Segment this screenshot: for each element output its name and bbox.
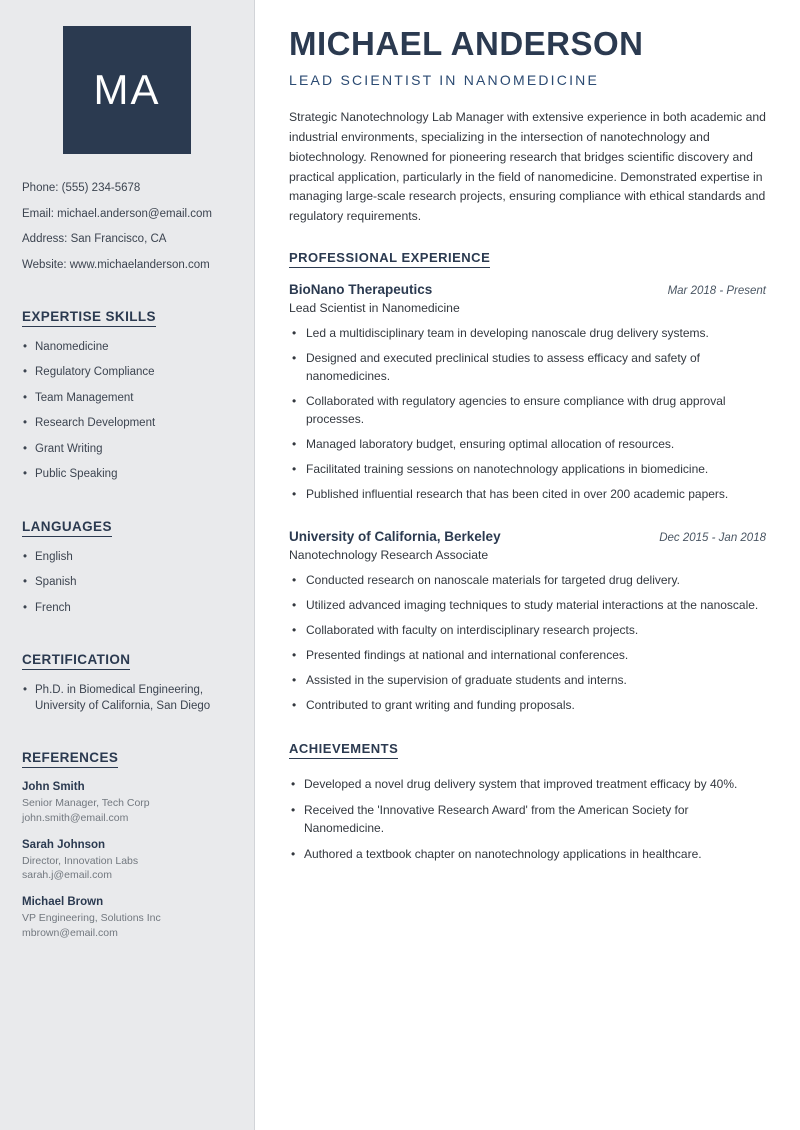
list-item (22, 896, 232, 940)
contact-website: Website: www.michaelanderson.com (22, 259, 210, 272)
achievements-list (289, 775, 766, 863)
list-item: • Assisted in the supervision of graduate students and interns. (289, 671, 766, 689)
list-item: • French (22, 601, 232, 617)
list-item: • Research Development (22, 416, 232, 432)
page-title: MICHAEL ANDERSON (289, 25, 644, 62)
reference-name: Michael Brown (22, 896, 104, 909)
list-item: • Designed and executed preclinical studies to assess efficacy and safety of nanomedicines. (289, 349, 766, 385)
list-item: • Spanish (22, 575, 232, 591)
main-content (255, 0, 800, 1130)
professional-summary: Strategic Nanotechnology Lab Manager with extensive experience in both academic and industrial environments, specializing in the intersection of nanotechnology and biotechnology. Renowned for pioneering research that bridges scientific discovery and practical application, particularly in the field of nanomedicine. Demonstrated expertise in managing large-scale research projects, ensuring compliance with ethical standards and regulatory requirements. (289, 110, 766, 224)
reference-name: Sarah Johnson (22, 838, 106, 851)
expertise-skills-section (22, 283, 232, 483)
achievements-section-title: ACHIEVEMENTS (289, 741, 398, 759)
references-section (22, 724, 232, 940)
sidebar (0, 0, 255, 1130)
avatar-container (22, 26, 232, 154)
experience-role: Lead Scientist in Nanomedicine (289, 300, 460, 315)
certification-title: CERTIFICATION (22, 652, 130, 670)
list-item: • Grant Writing (22, 442, 232, 458)
contact-email: Email: michael.anderson@email.com (22, 207, 212, 220)
experience-entry-header (289, 529, 766, 544)
expertise-skills-title: EXPERTISE SKILLS (22, 309, 156, 327)
list-item: • Received the 'Innovative Research Award' from the American Society for Nanomedicine. (289, 801, 766, 837)
list-item: • Nanomedicine (22, 340, 232, 356)
list-item: • Conducted research on nanoscale materials for targeted drug delivery. (289, 571, 766, 589)
reference-email: sarah.j@email.com (22, 869, 113, 882)
list-item: • Managed laboratory budget, ensuring optimal allocation of resources. (289, 435, 766, 453)
list-item: • Public Speaking (22, 467, 232, 483)
experience-section (289, 249, 766, 714)
experience-bullets (289, 324, 766, 503)
languages-title: LANGUAGES (22, 519, 112, 537)
languages-list (22, 550, 232, 617)
list-item: • Led a multidisciplinary team in developing nanoscale drug delivery systems. (289, 324, 766, 342)
list-item: • Regulatory Compliance (22, 365, 232, 381)
experience-entry (289, 282, 766, 503)
experience-dates: Mar 2018 - Present (667, 284, 766, 297)
contact-address: Address: San Francisco, CA (22, 233, 167, 246)
job-title-subtitle: LEAD SCIENTIST IN NANOMEDICINE (289, 72, 600, 89)
references-title: REFERENCES (22, 750, 118, 768)
list-item: • Collaborated with faculty on interdisciplinary research projects. (289, 621, 766, 639)
list-item: • Team Management (22, 391, 232, 407)
list-item: • Contributed to grant writing and funding proposals. (289, 696, 766, 714)
experience-company: University of California, Berkeley (289, 528, 501, 544)
divider-spacer (289, 730, 766, 740)
contact-block (22, 180, 232, 274)
list-item (22, 839, 232, 883)
contact-phone: Phone: (555) 234-5678 (22, 182, 141, 194)
list-item: • Facilitated training sessions on nanotechnology applications in biomedicine. (289, 460, 766, 478)
list-item: • Presented findings at national and international conferences. (289, 646, 766, 664)
certification-list (22, 683, 232, 714)
list-item: • Collaborated with regulatory agencies to ensure compliance with drug approval processes. (289, 392, 766, 428)
reference-name: John Smith (22, 781, 85, 794)
experience-section-title: PROFESSIONAL EXPERIENCE (289, 250, 490, 268)
experience-role: Nanotechnology Research Associate (289, 547, 489, 562)
reference-role: Senior Manager, Tech Corp (22, 797, 150, 810)
reference-role: Director, Innovation Labs (22, 854, 139, 867)
certification-section (22, 626, 232, 714)
list-item: • English (22, 550, 232, 566)
avatar: MA (63, 26, 191, 154)
experience-bullets (289, 571, 766, 714)
reference-email: john.smith@email.com (22, 812, 129, 825)
achievements-section (289, 740, 766, 863)
divider-spacer (289, 519, 766, 529)
list-item: • Authored a textbook chapter on nanotechnology applications in healthcare. (289, 845, 766, 863)
reference-role: VP Engineering, Solutions Inc (22, 912, 161, 925)
languages-section (22, 493, 232, 617)
experience-company: BioNano Therapeutics (289, 281, 433, 297)
list-item: • Published influential research that has been cited in over 200 academic papers. (289, 485, 766, 503)
expertise-skills-list (22, 340, 232, 483)
list-item: • Developed a novel drug delivery system that improved treatment efficacy by 40%. (289, 775, 766, 793)
experience-entry (289, 529, 766, 714)
experience-entry-header (289, 282, 766, 297)
list-item: • Ph.D. in Biomedical Engineering, University of California, San Diego (22, 683, 232, 714)
list-item (22, 781, 232, 825)
experience-dates: Dec 2015 - Jan 2018 (659, 531, 766, 544)
reference-email: mbrown@email.com (22, 926, 118, 939)
list-item: • Utilized advanced imaging techniques to study material interactions at the nanoscale. (289, 596, 766, 614)
